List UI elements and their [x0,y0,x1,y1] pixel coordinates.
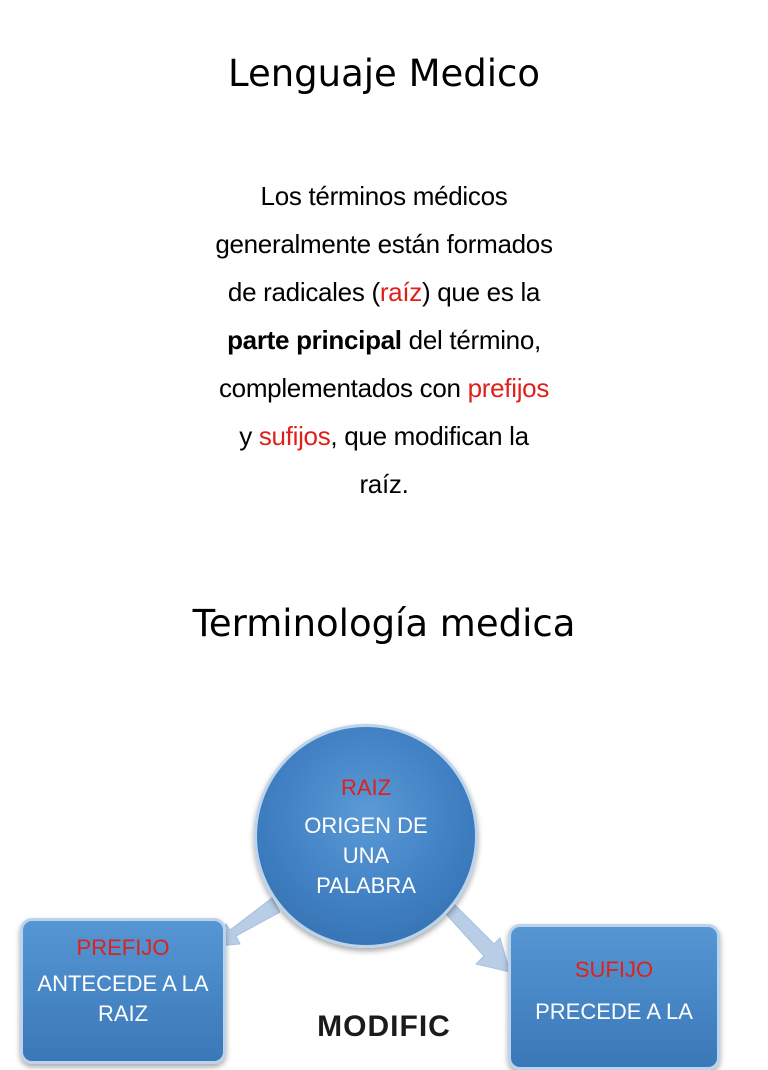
text: y [239,421,259,451]
text: del término, [401,325,541,355]
text: de radicales ( [227,277,380,307]
highlight-prefijos: prefijos [467,373,550,403]
desc-line: RAIZ [97,1001,149,1026]
desc-line: ORIGEN DE [304,813,428,838]
text: ) que es la [421,277,541,307]
page-title: Lenguaje Medico [227,52,541,95]
node-label: SUFIJO [574,957,654,982]
intro-paragraph [184,172,584,508]
text: , que modifican la [330,421,529,451]
para-line [184,364,584,412]
arrow-right [446,902,516,976]
node-label: RAIZ [340,775,392,800]
desc-line: UNA [342,843,390,868]
text: complementados con [218,373,468,403]
bold-text: parte principal [227,325,402,355]
desc-line: ANTECEDE A LA [37,971,209,996]
node-sufijo [508,924,720,1070]
desc-line: PALABRA [316,873,416,898]
node-raiz [254,724,478,948]
node-desc [23,969,223,1029]
para-line [184,412,584,460]
center-word: MODIFIC [317,1010,451,1043]
highlight-raiz: raíz [379,277,422,307]
para-line: Los términos médicos [260,181,508,211]
highlight-sufijos: sufijos [258,421,331,451]
node-desc [257,811,475,901]
desc-line: PRECEDE A LA [535,999,693,1024]
node-prefijo [20,918,226,1064]
para-line: generalmente están formados [215,229,553,259]
node-desc [511,997,717,1027]
para-line [184,316,584,364]
section-title: Terminología medica [192,602,576,645]
para-line: raíz. [359,469,409,499]
para-line [184,268,584,316]
node-label: PREFIJO [76,935,170,960]
